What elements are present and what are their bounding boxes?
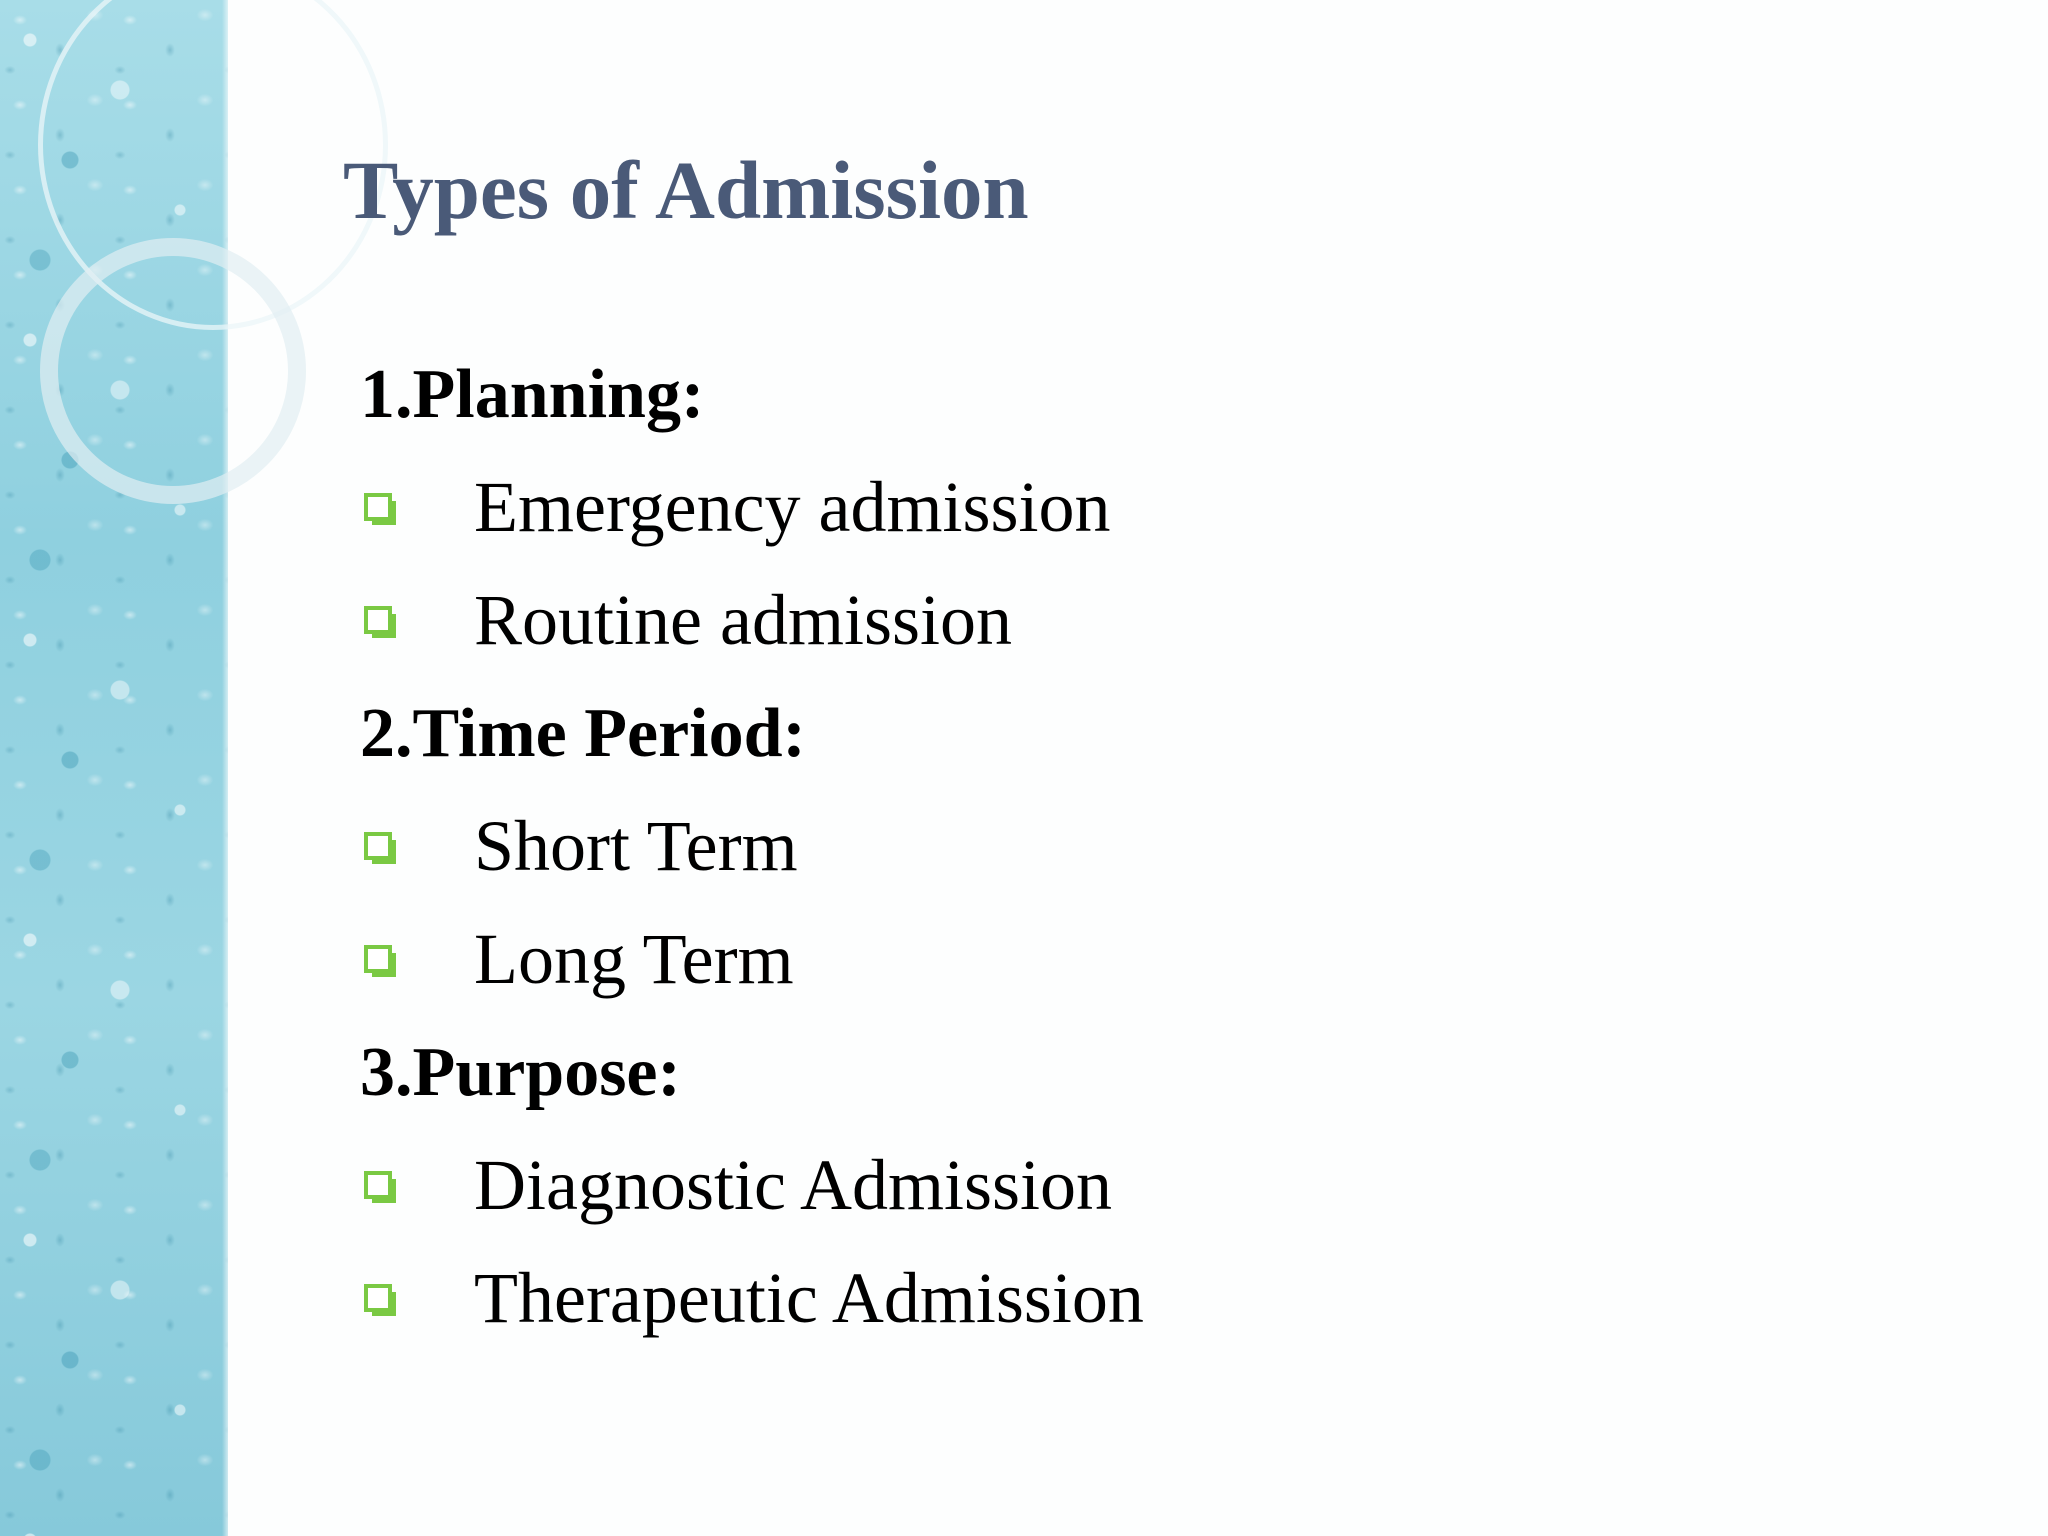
checkbox-bullet-icon bbox=[364, 1171, 394, 1201]
list-item bbox=[360, 564, 1960, 677]
section-heading-purpose: 3.Purpose: bbox=[360, 1033, 681, 1111]
list-item-label: Therapeutic Admission bbox=[474, 1258, 1144, 1338]
section-heading-planning: 1.Planning: bbox=[360, 355, 705, 433]
section-heading-time-period: 2.Time Period: bbox=[360, 694, 806, 772]
checkbox-bullet-icon bbox=[364, 493, 394, 523]
checkbox-bullet-icon bbox=[364, 606, 394, 636]
list-item-label: Diagnostic Admission bbox=[474, 1145, 1113, 1225]
list-item-label: Short Term bbox=[474, 806, 798, 886]
list-item bbox=[360, 1242, 1960, 1355]
list-item bbox=[360, 790, 1960, 903]
slide-content bbox=[360, 338, 1960, 1355]
list-item bbox=[360, 903, 1960, 1016]
checkbox-bullet-icon bbox=[364, 832, 394, 862]
checkbox-bullet-icon bbox=[364, 1284, 394, 1314]
list-item-label: Routine admission bbox=[474, 580, 1012, 660]
list-item-label: Long Term bbox=[474, 919, 794, 999]
slide-title: Types of Admission bbox=[343, 144, 1029, 236]
list-item bbox=[360, 451, 1960, 564]
list-item-label: Emergency admission bbox=[474, 467, 1111, 547]
checkbox-bullet-icon bbox=[364, 945, 394, 975]
decorative-ring-small bbox=[40, 238, 306, 504]
list-item bbox=[360, 1129, 1960, 1242]
